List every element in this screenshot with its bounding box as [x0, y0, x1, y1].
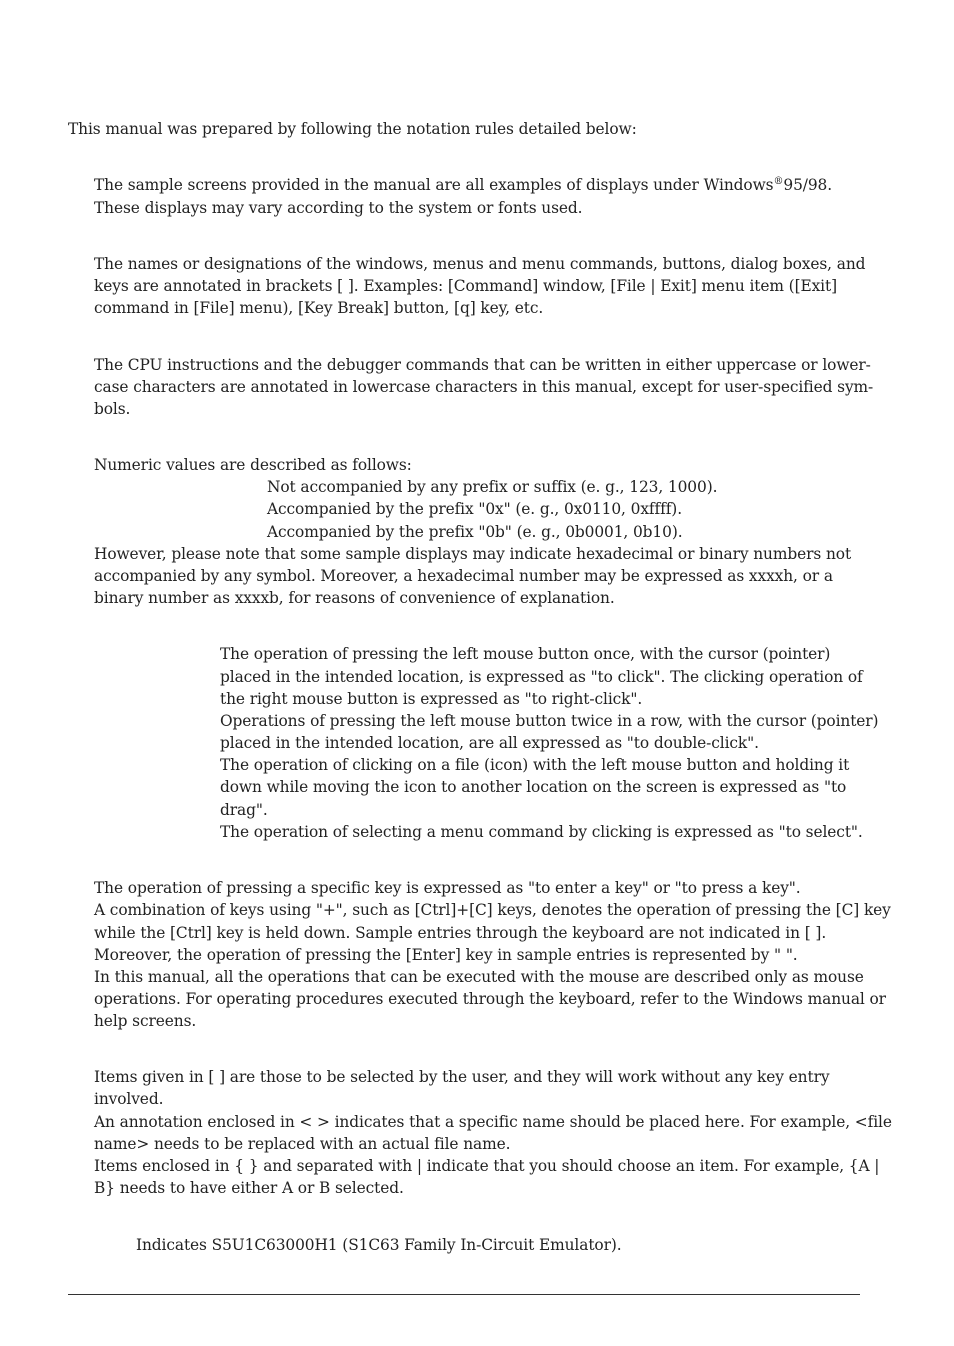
keys-line-2: A combination of keys using "+", such as [Ctrl]+[C] keys, denotes the operation of pressing the [C] key [94, 901, 891, 919]
keys-line-4: Moreover, the operation of pressing the [Enter] key in sample entries is represented by " ". [94, 946, 798, 964]
mouse-line-9: The operation of selecting a menu command by clicking is expressed as "to select". [220, 823, 863, 841]
numeric-line-4: However, please note that some sample displays may indicate hexadecimal or binary numbers not [94, 545, 852, 563]
screens-text-a: The sample screens provided in the manual are all examples of displays under Windows [94, 176, 774, 194]
mouse-line-5: placed in the intended location, are all expressed as "to double-click". [220, 734, 759, 752]
names-line-1: The names or designations of the windows, menus and menu commands, buttons, dialog boxes, and [94, 255, 866, 273]
screens-text-b: 95/98. [783, 176, 833, 194]
mouse-line-6: The operation of clicking on a file (icon) with the left mouse button and holding it [220, 756, 850, 774]
items-line-1: Items given in [ ] are those to be selected by the user, and they will work without any key entry [94, 1068, 830, 1086]
names-line-3: command in [File] menu), [Key Break] button, [q] key, etc. [94, 299, 544, 317]
mouse-line-3: the right mouse button is expressed as "to right-click". [220, 690, 643, 708]
screens-line-2: These displays may vary according to the system or fonts used. [94, 199, 583, 217]
keys-line-1: The operation of pressing a specific key is expressed as "to enter a key" or "to press a key". [94, 879, 801, 897]
items-line-4: name> needs to be replaced with an actual file name. [94, 1135, 511, 1153]
keys-line-5: In this manual, all the operations that can be executed with the mouse are described only as mouse [94, 968, 864, 986]
mouse-line-1: The operation of pressing the left mouse button once, with the cursor (pointer) [220, 645, 831, 663]
numeric-decimal: Not accompanied by any prefix or suffix (e. g., 123, 1000). [267, 478, 718, 496]
case-line-1: The CPU instructions and the debugger commands that can be written in either uppercase or lower- [94, 356, 871, 374]
items-line-2: involved. [94, 1090, 164, 1108]
mouse-line-4: Operations of pressing the left mouse button twice in a row, with the cursor (pointer) [220, 712, 879, 730]
keys-line-6: operations. For operating procedures executed through the keyboard, refer to the Windows manual or [94, 990, 886, 1008]
case-line-2: case characters are annotated in lowercase characters in this manual, except for user-specified sym- [94, 378, 874, 396]
items-line-3: An annotation enclosed in < > indicates that a specific name should be placed here. For example, <file [94, 1113, 892, 1131]
items-line-5: Items enclosed in { } and separated with | indicate that you should choose an item. For example, {A | [94, 1157, 880, 1175]
keys-line-3: while the [Ctrl] key is held down. Sample entries through the keyboard are not indicated in [ ]. [94, 924, 827, 942]
numeric-line-5: accompanied by any symbol. Moreover, a hexadecimal number may be expressed as xxxxh, or a [94, 567, 833, 585]
screens-line-1 [94, 175, 832, 195]
mouse-line-8: drag". [220, 801, 268, 819]
items-line-6: B} needs to have either A or B selected. [94, 1179, 404, 1197]
mouse-line-2: placed in the intended location, is expressed as "to click". The clicking operation of [220, 668, 863, 686]
intro-text: This manual was prepared by following the notation rules detailed below: [68, 120, 637, 138]
numeric-binary: Accompanied by the prefix "0b" (e. g., 0b0001, 0b10). [267, 523, 683, 541]
names-line-2: keys are annotated in brackets [ ]. Examples: [Command] window, [File | Exit] menu item ([Exit] [94, 277, 837, 295]
numeric-hex: Accompanied by the prefix "0x" (e. g., 0x0110, 0xffff). [267, 500, 683, 518]
numeric-line-6: binary number as xxxxb, for reasons of convenience of explanation. [94, 589, 615, 607]
ice-definition: Indicates S5U1C63000H1 (S1C63 Family In-Circuit Emulator). [136, 1236, 622, 1254]
registered-mark: ® [773, 176, 784, 187]
mouse-line-7: down while moving the icon to another location on the screen is expressed as "to [220, 778, 847, 796]
case-line-3: bols. [94, 400, 131, 418]
keys-line-7: help screens. [94, 1012, 197, 1030]
footer-rule [68, 1294, 860, 1295]
numeric-intro: Numeric values are described as follows: [94, 456, 412, 474]
